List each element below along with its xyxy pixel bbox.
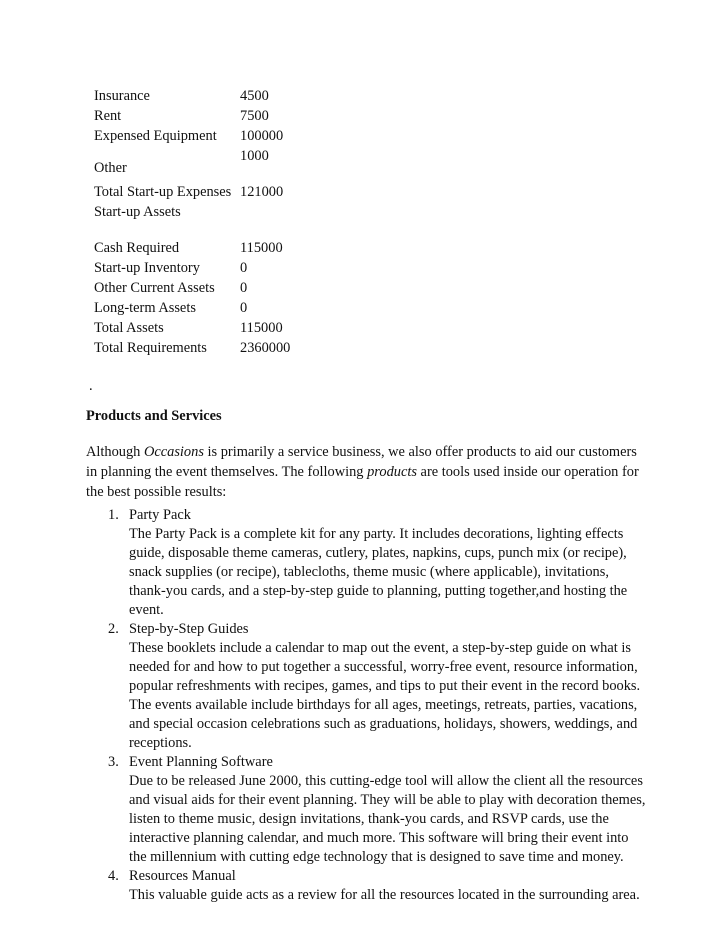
desc-line: The events available include birthdays for all ages, meetings, retreats, parties, vacations, [129, 697, 638, 713]
item-description [129, 772, 668, 867]
row-label: Start-up Inventory [94, 260, 200, 276]
row-value: 2360000 [240, 340, 291, 356]
item-title: Resources Manual [129, 868, 236, 884]
row-label: Rent [94, 108, 122, 124]
item-description [129, 525, 668, 620]
row-label: Cash Required [94, 240, 180, 256]
list-item [108, 753, 668, 867]
stray-period: . [89, 378, 93, 394]
item-number: 3. [108, 754, 119, 770]
row-value: 7500 [240, 108, 269, 124]
row-value: 115000 [240, 320, 283, 336]
desc-line: event. [129, 602, 164, 618]
desc-line: Due to be released June 2000, this cutting-edge tool will allow the client all the resources [129, 773, 643, 789]
intro-text: are tools used inside our operation for [416, 464, 639, 480]
desc-line: guide, disposable theme cameras, cutlery, plates, napkins, cups, punch mix (or recipe), [129, 545, 627, 561]
item-description [129, 639, 668, 753]
row-label: Other [94, 160, 127, 176]
section-heading: Products and Services [86, 408, 222, 424]
desc-line: These booklets include a calendar to map out the event, a step-by-step guide on what is [129, 640, 631, 656]
list-item [108, 506, 668, 620]
row-label: Long-term Assets [94, 300, 196, 316]
item-number: 2. [108, 621, 119, 637]
assets-heading: Start-up Assets [94, 204, 181, 220]
list-item [108, 620, 668, 753]
intro-italic-text: products [367, 464, 417, 480]
desc-line: receptions. [129, 735, 192, 751]
intro-line [86, 462, 666, 482]
item-title: Step-by-Step Guides [129, 621, 249, 637]
row-value: 0 [240, 300, 248, 316]
desc-line: the millennium with cutting edge technology that is designed to save time and money. [129, 849, 624, 865]
row-value: 4500 [240, 88, 269, 104]
row-value: 121000 [240, 184, 284, 200]
row-value: 0 [240, 260, 248, 276]
row-label: Total Requirements [94, 340, 207, 356]
list-item [108, 867, 668, 905]
row-value: 1000 [240, 148, 269, 164]
row-label: Insurance [94, 88, 150, 104]
desc-line: snack supplies (or recipe), tablecloths, theme music (where applicable), invitations, [129, 564, 609, 580]
desc-line: needed for and how to put together a successful, worry-free event, resource information, [129, 659, 638, 675]
desc-line: The Party Pack is a complete kit for any party. It includes decorations, lighting effects [129, 526, 624, 542]
desc-line: thank-you cards, and a step-by-step guide to planning, putting together,and hosting the [129, 583, 628, 599]
item-number: 4. [108, 868, 119, 884]
intro-text: is primarily a service business, we also offer products to aid our customers [203, 444, 637, 460]
row-value: 0 [240, 280, 248, 296]
desc-line: listen to theme music, design invitations, thank-you cards, and RSVP cards, use the [129, 811, 609, 827]
row-value: 100000 [240, 128, 284, 144]
desc-line: and visual aids for their event planning. They will be able to play with decoration themes, [129, 792, 646, 808]
item-number: 1. [108, 507, 119, 523]
intro-line: the best possible results: [86, 484, 227, 500]
row-label: Expensed Equipment [94, 128, 217, 144]
desc-line: popular refreshments with recipes, games, and tips to put their event in the record books. [129, 678, 641, 694]
intro-text: Although [86, 444, 144, 460]
row-label: Other Current Assets [94, 280, 215, 296]
intro-text: in planning the event themselves. The following [86, 464, 368, 480]
item-description [129, 886, 668, 905]
item-title: Event Planning Software [129, 754, 273, 770]
desc-line: and special occasion celebrations such as graduations, holidays, showers, weddings, and [129, 716, 638, 732]
desc-line: interactive planning calendar, and much more. This software will bring their event into [129, 830, 629, 846]
row-label: Total Start-up Expenses [94, 184, 232, 200]
intro-italic-text: Occasions [143, 444, 204, 460]
item-title: Party Pack [129, 507, 191, 523]
desc-line: This valuable guide acts as a review for all the resources located in the surrounding area. [129, 887, 640, 903]
products-list [108, 506, 668, 905]
intro-paragraph [86, 442, 666, 502]
intro-line [86, 442, 666, 462]
row-value: 115000 [240, 240, 283, 256]
row-label: Total Assets [94, 320, 164, 336]
